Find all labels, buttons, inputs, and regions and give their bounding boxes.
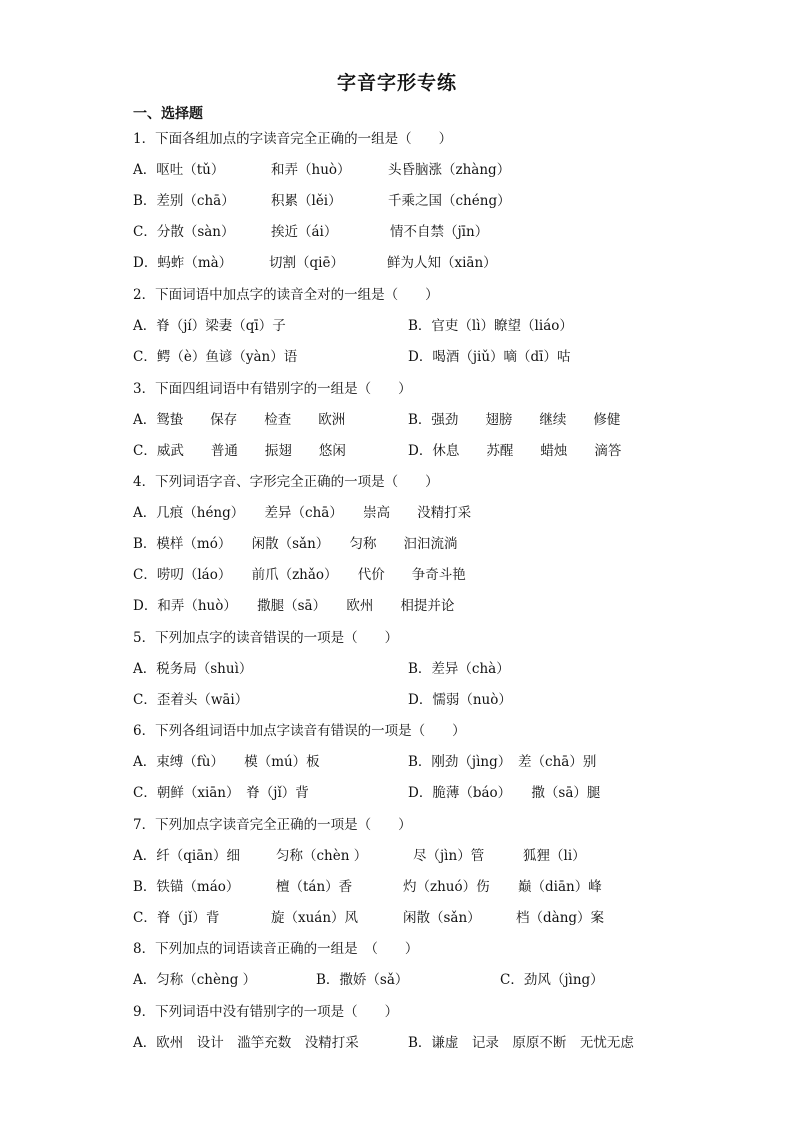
option-text: A．呕吐（tǔ） [133, 162, 225, 178]
section-heading: 一、选择题 [133, 106, 203, 122]
option-text: D．懦弱（nuò） [408, 692, 512, 708]
option-text: A．束缚（fù） 模（mú）板 [133, 754, 320, 770]
page-title: 字音字形专练 [336, 72, 457, 94]
option-text: 尽（jìn）管 [413, 848, 485, 864]
option-text: 狐狸（li） [523, 848, 586, 864]
option-text: 旋（xuán）风 [271, 910, 359, 926]
option-text: C．劲风（jìng） [500, 972, 604, 988]
option-text: 檀（tán）香 [276, 879, 353, 895]
question-3-stem: 3．下面四组词语中有错别字的一组是（ ） [133, 381, 412, 397]
option-text: 千乘之国（chéng） [388, 193, 511, 209]
question-4-option-d: D．和弄（huò） 撒腿（sā） 欧州 相提并论 [133, 598, 455, 614]
question-5-stem: 5．下列加点字的读音错误的一项是（ ） [133, 630, 399, 646]
option-text: B．谦虚 记录 原原不断 无忧无虑 [408, 1035, 634, 1051]
question-4-option-a: A．几痕（héng） 差异（chā） 崇高 没精打采 [133, 505, 472, 521]
option-text: C．朝鲜（xiān） 脊（jǐ）背 [133, 785, 309, 801]
question-2-stem: 2．下面词语中加点字的读音全对的一组是（ ） [133, 287, 439, 303]
option-text: B．刚劲（jìng） 差（chā）别 [408, 754, 597, 770]
option-text: D．休息 苏醒 蜡烛 滴答 [408, 443, 622, 459]
option-text: B．差别（chā） [133, 193, 235, 209]
option-text: A．纤（qiān）细 [133, 848, 240, 864]
option-text: B．铁锚（máo） [133, 879, 240, 895]
option-text: A．匀称（chèng ） [133, 972, 257, 988]
question-9-stem: 9．下列词语中没有错别字的一项是（ ） [133, 1004, 399, 1020]
option-text: 匀称（chèn ） [276, 848, 368, 864]
option-text: 切割（qiē） [269, 255, 344, 271]
option-text: 头昏脑涨（zhàng） [388, 162, 511, 178]
question-1-stem: 1．下面各组加点的字读音完全正确的一组是（ ） [133, 131, 453, 147]
option-text: B．强劲 翅膀 继续 修健 [408, 412, 621, 428]
option-text: C．歪着头（wāi） [133, 692, 249, 708]
option-text: B．官吏（lì）瞭望（liáo） [408, 318, 573, 334]
option-text: 档（dàng）案 [516, 910, 605, 926]
option-text: D．喝酒（jiǔ）嘀（dī）咕 [408, 349, 571, 365]
option-text: 巅（diān）峰 [518, 879, 602, 895]
option-text: D．脆薄（báo） 撒（sā）腿 [408, 785, 601, 801]
question-4-option-b: B．模样（mó） 闲散（sǎn） 匀称 汩汩流淌 [133, 536, 458, 552]
option-text: 情不自禁（jīn） [390, 224, 489, 240]
option-text: C．威武 普通 振翅 悠闲 [133, 443, 346, 459]
option-text: D．蚂蚱（mà） [133, 255, 233, 271]
option-text: B．差异（chà） [408, 661, 510, 677]
option-text: A．欧州 设计 滥竽充数 没精打采 [133, 1035, 359, 1051]
question-4-stem: 4．下列词语字音、字形完全正确的一项是（ ） [133, 474, 439, 490]
option-text: 和弄（huò） [271, 162, 351, 178]
option-text: 闲散（sǎn） [403, 910, 481, 926]
question-8-stem: 8．下列加点的词语读音正确的一组是 （ ） [133, 941, 419, 957]
option-text: 积累（lěi） [271, 193, 342, 209]
option-text: 挨近（ái） [271, 224, 338, 240]
option-text: A．税务局（shuì） [133, 661, 253, 677]
question-7-stem: 7．下列加点字读音完全正确的一项是（ ） [133, 817, 412, 833]
option-text: A．鸳蛰 保存 检查 欧洲 [133, 412, 346, 428]
option-text: 鲜为人知（xiān） [387, 255, 497, 271]
option-text: 灼（zhuó）伤 [403, 879, 490, 895]
option-text: C．分散（sàn） [133, 224, 235, 240]
option-text: B．撒娇（sǎ） [316, 972, 409, 988]
question-6-stem: 6．下列各组词语中加点字读音有错误的一项是（ ） [133, 723, 466, 739]
option-text: C．鳄（è）鱼谚（yàn）语 [133, 349, 298, 365]
question-4-option-c: C．唠叨（láo） 前爪（zhǎo） 代价 争奇斗艳 [133, 567, 466, 583]
option-text: A．脊（jí）梁妻（qī）子 [133, 318, 286, 334]
option-text: C．脊（jǐ）背 [133, 910, 220, 926]
